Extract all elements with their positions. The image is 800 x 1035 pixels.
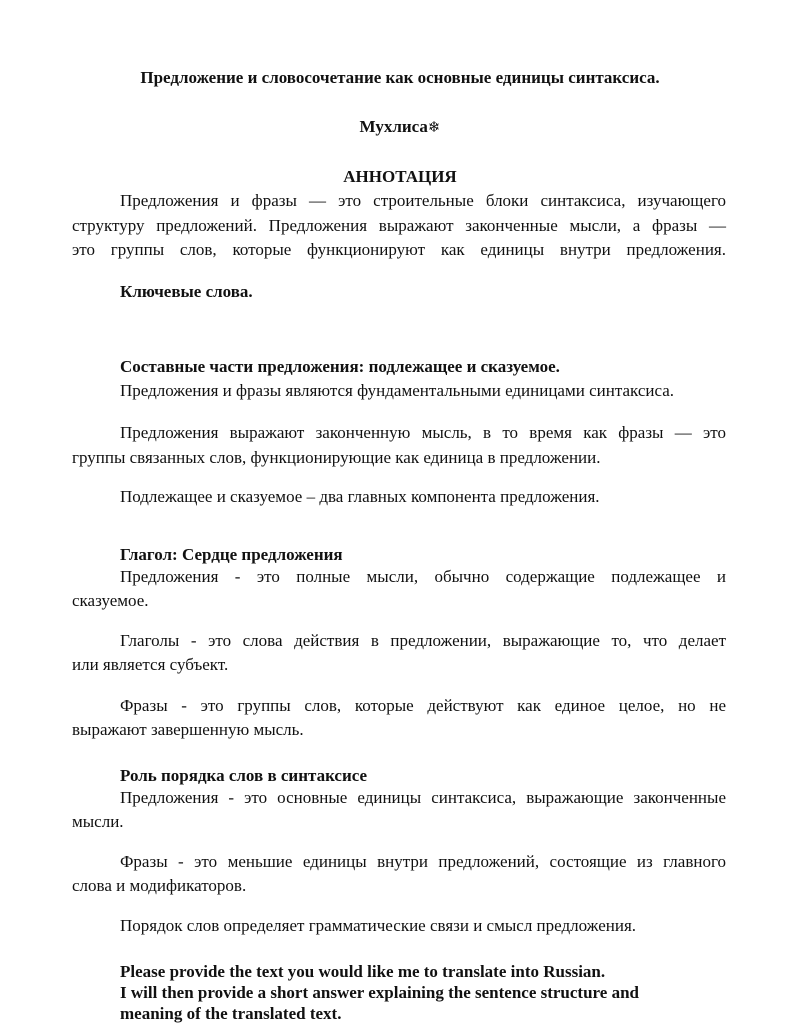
paragraph-line: Фразы - это группы слов, которые действуют как единое целое, но не [120, 696, 726, 715]
paragraph-line: или является субъект. [72, 655, 229, 674]
paragraph-line: Подлежащее и сказуемое – два главных компонента предложения. [120, 487, 600, 506]
section-heading: Роль порядка слов в синтаксисе [120, 766, 368, 785]
section-heading: Глагол: Сердце предложения [120, 545, 343, 564]
author-name: Мухлиса [359, 117, 428, 136]
paragraph-line: Фразы - это меньшие единицы внутри предложений, состоящие из главного [120, 852, 726, 871]
paragraph-line: Предложения и фразы являются фундаментальными единицами синтаксиса. [120, 381, 675, 400]
paragraph-line: выражают завершенную мысль. [72, 720, 304, 739]
paragraph-line: Предложения - это полные мысли, обычно содержащие подлежащее и [120, 567, 726, 586]
document-title: Предложение и словосочетание как основные единицы синтаксиса. [140, 68, 660, 87]
paragraph-line: Глаголы - это слова действия в предложении, выражающие то, что делает [120, 631, 726, 650]
closing-line: meaning of the translated text. [120, 1004, 342, 1023]
keywords-heading: Ключевые слова. [120, 282, 253, 301]
paragraph-line: Порядок слов определяет грамматические связи и смысл предложения. [120, 916, 637, 935]
section-heading: Составные части предложения: подлежащее и сказуемое. [120, 357, 560, 376]
annotation-heading: АННОТАЦИЯ [343, 167, 457, 186]
closing-line: Please provide the text you would like me to translate into Russian. [120, 962, 606, 981]
paragraph-line: Предложения выражают законченную мысль, в то время как фразы — это [120, 423, 726, 442]
annotation-line: структуру предложений. Предложения выражают законченные мысли, а фразы — [72, 216, 726, 235]
closing-line: I will then provide a short answer explaining the sentence structure and [120, 983, 639, 1002]
annotation-line: Предложения и фразы — это строительные блоки синтаксиса, изучающего [120, 191, 726, 210]
annotation-line: это группы слов, которые функционируют как единицы внутри предложения. [72, 240, 726, 259]
paragraph-line: группы связанных слов, функционирующие как единица в предложении. [72, 448, 601, 467]
snowflake-icon: ❄ [427, 118, 441, 136]
author-line [72, 116, 728, 138]
paragraph-line: слова и модификаторов. [72, 876, 247, 895]
paragraph-line: Предложения - это основные единицы синтаксиса, выражающие законченные [120, 788, 726, 807]
paragraph-line: сказуемое. [72, 591, 149, 610]
paragraph-line: мысли. [72, 812, 124, 831]
